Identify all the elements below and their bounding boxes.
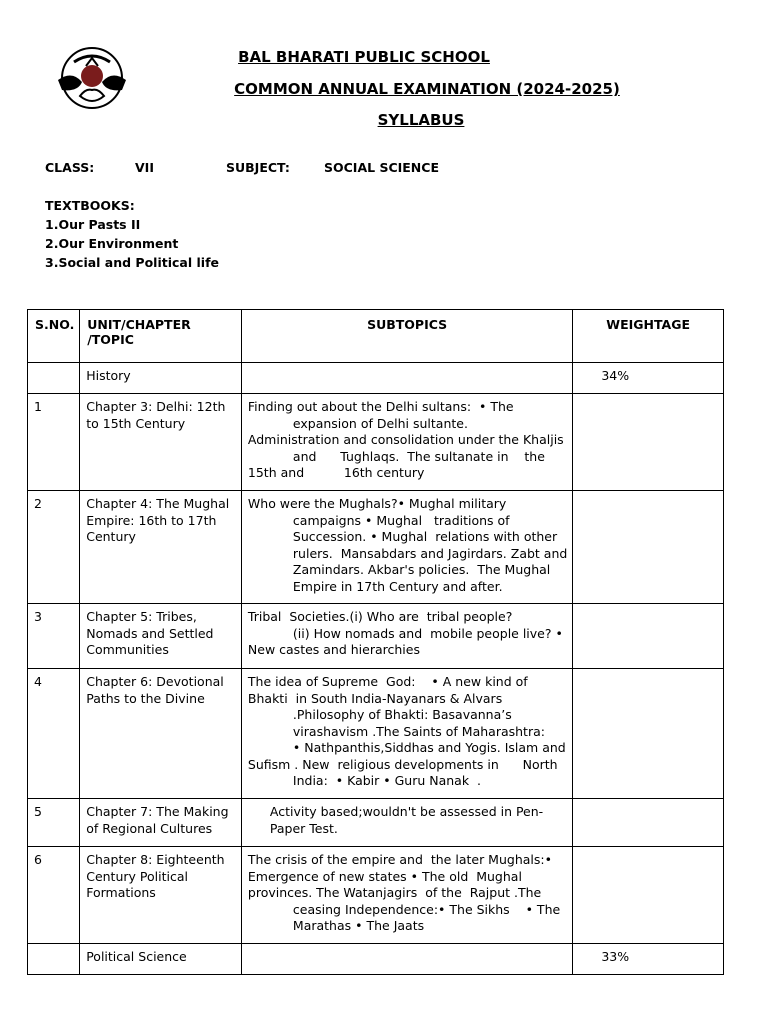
textbooks-label: TEXTBOOKS:: [45, 198, 135, 213]
subtopic-line: Activity based;wouldn't be assessed in Pen-: [269, 804, 544, 819]
textbook-item: 2.Our Environment: [45, 236, 179, 251]
subject-value: SOCIAL SCIENCE: [324, 160, 439, 175]
subtopic-line: (ii) How nomads and mobile people live? •: [292, 625, 563, 641]
class-value: VII: [135, 160, 154, 175]
subtopic-line: Sufism . New religious developments in North: [247, 756, 558, 772]
subject-label: SUBJECT:: [226, 160, 290, 175]
subtopic-line: Tribal Societies.(i) Who are tribal people?: [247, 609, 513, 624]
table-row: [28, 363, 724, 394]
subtopic-line: Succession. • Mughal relations with other: [292, 529, 558, 544]
subtopic-line: provinces. The Watanjagirs of the Rajput .The: [247, 885, 542, 900]
cell-sno: 4: [28, 669, 80, 799]
subtopic-line: • Nathpanthis,Siddhas and Yogis. Islam and: [292, 740, 566, 755]
header-sno: S.NO.: [28, 310, 80, 363]
cell-weightage: 33%: [573, 944, 724, 975]
textbook-item: 1.Our Pasts II: [45, 217, 141, 232]
subtopic-line: Marathas • The Jaats: [292, 918, 425, 933]
cell-unit: Chapter 7: The Making of Regional Cultures: [80, 799, 242, 847]
header-subtopics: SUBTOPICS: [241, 310, 572, 363]
cell-unit: Chapter 4: The Mughal Empire: 16th to 17th Century: [80, 491, 242, 604]
subtopic-line: India: • Kabir • Guru Nanak .: [292, 773, 481, 788]
cell-subtopics: [241, 394, 572, 491]
subtopic-line: Emergence of new states • The old Mughal: [247, 868, 522, 884]
cell-subtopics: [241, 669, 572, 799]
subtopic-line: .Philosophy of Bhakti: Basavanna’s: [292, 707, 512, 722]
cell-subtopics: [241, 847, 572, 944]
textbook-item: 3.Social and Political life: [45, 255, 219, 270]
subtopic-line: Finding out about the Delhi sultans: • The: [247, 399, 514, 414]
subtopic-line: Zamindars. Akbar's policies. The Mughal: [292, 562, 551, 577]
cell-subtopics: [241, 799, 572, 847]
cell-sno: 1: [28, 394, 80, 491]
cell-sno: 3: [28, 604, 80, 669]
class-label: CLASS:: [45, 160, 95, 175]
cell-subtopics: [241, 491, 572, 604]
cell-unit: History: [80, 363, 242, 394]
subtopic-line: New castes and hierarchies: [247, 642, 420, 657]
cell-sno: 2: [28, 491, 80, 604]
cell-weightage: [573, 847, 724, 944]
document-title: SYLLABUS: [377, 111, 465, 129]
table-row: [28, 847, 724, 944]
cell-unit: Chapter 5: Tribes, Nomads and Settled Communities: [80, 604, 242, 669]
cell-weightage: [573, 604, 724, 669]
cell-subtopics: [241, 944, 572, 975]
cell-subtopics: [241, 604, 572, 669]
cell-unit: Chapter 8: Eighteenth Century Political Formations: [80, 847, 242, 944]
subtopic-line: expansion of Delhi sultante.: [292, 415, 468, 431]
cell-weightage: [573, 799, 724, 847]
subtopic-line: Administration and consolidation under the Khaljis: [247, 432, 564, 447]
subtopic-line: Bhakti in South India-Nayanars & Alvars: [247, 690, 503, 706]
table-row: [28, 799, 724, 847]
exam-title: COMMON ANNUAL EXAMINATION (2024-2025): [234, 80, 620, 98]
cell-weightage: 34%: [573, 363, 724, 394]
school-name: BAL BHARATI PUBLIC SCHOOL: [238, 48, 490, 66]
subtopic-line: The idea of Supreme God: • A new kind of: [247, 674, 528, 689]
subtopic-line: Paper Test.: [269, 820, 338, 836]
header-weightage: WEIGHTAGE: [573, 310, 724, 363]
table-row: [28, 394, 724, 491]
cell-subtopics: [241, 363, 572, 394]
table-row: [28, 944, 724, 975]
subtopic-line: 15th and 16th century: [247, 465, 425, 480]
cell-sno: [28, 363, 80, 394]
subtopic-line: ceasing Independence:• The Sikhs • The: [292, 901, 561, 917]
cell-sno: 6: [28, 847, 80, 944]
subtopic-line: rulers. Mansabdars and Jagirdars. Zabt and: [292, 545, 568, 561]
cell-weightage: [573, 669, 724, 799]
syllabus-table: [27, 309, 724, 975]
cell-sno: 5: [28, 799, 80, 847]
cell-weightage: [573, 491, 724, 604]
cell-unit: Political Science: [80, 944, 242, 975]
table-header-row: [28, 310, 724, 363]
subtopic-line: The crisis of the empire and the later Mughals:•: [247, 852, 552, 867]
subtopic-line: Who were the Mughals?• Mughal military: [247, 496, 507, 511]
cell-sno: [28, 944, 80, 975]
subtopic-line: virashavism .The Saints of Maharashtra:: [292, 723, 545, 739]
header-unit: UNIT/CHAPTER /TOPIC: [80, 310, 242, 363]
cell-weightage: [573, 394, 724, 491]
subtopic-line: Empire in 17th Century and after.: [292, 578, 503, 594]
cell-unit: Chapter 3: Delhi: 12th to 15th Century: [80, 394, 242, 491]
table-row: [28, 604, 724, 669]
table-row: [28, 491, 724, 604]
subtopic-line: campaigns • Mughal traditions of: [292, 512, 510, 528]
subtopic-line: and Tughlaqs. The sultanate in the: [292, 448, 545, 464]
table-row: [28, 669, 724, 799]
cell-unit: Chapter 6: Devotional Paths to the Divine: [80, 669, 242, 799]
